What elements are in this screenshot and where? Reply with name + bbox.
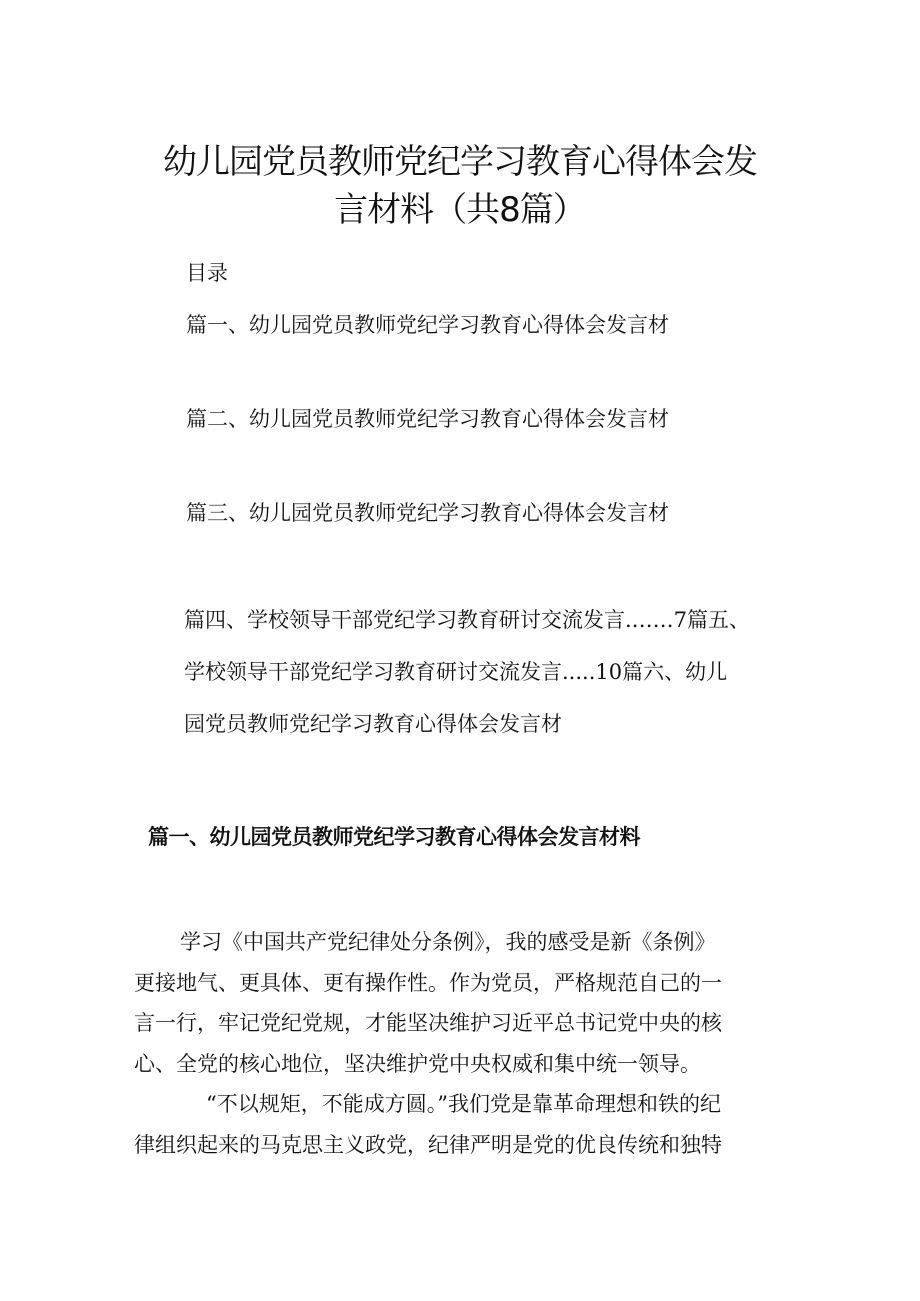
document-title-line-1: 幼儿园党员教师党纪学习教育心得体会发 <box>163 142 757 182</box>
section-heading: 篇一、幼儿园党员教师党纪学习教育心得体会发言材料 <box>148 825 640 849</box>
toc-block-line-3[interactable]: 园党员教师党纪学习教育心得体会发言材 <box>184 712 562 736</box>
paragraph-1-line-3: 言一行，牢记党纪党规，才能坚决维护习近平总书记党中央的核 <box>134 1011 722 1035</box>
toc-item-1[interactable]: 篇一、幼儿园党员教师党纪学习教育心得体会发言材 <box>186 313 669 337</box>
paragraph-1-line-1: 学习《中国共产党纪律处分条例》，我的感受是新《条例》 <box>180 930 716 954</box>
toc-item-3[interactable]: 篇三、幼儿园党员教师党纪学习教育心得体会发言材 <box>186 501 669 525</box>
paragraph-2-line-1: “不以规矩，不能成方圆。”我们党是靠革命理想和铁的纪 <box>206 1092 721 1116</box>
paragraph-1-line-4: 心、全党的核心地位，坚决维护党中央权威和集中统一领导。 <box>134 1051 701 1076</box>
toc-block-line-1[interactable]: 篇四、学校领导干部党纪学习教育研讨交流发言.……7篇五、 <box>184 608 751 632</box>
toc-continued-block <box>184 594 824 750</box>
body-text <box>134 922 794 1165</box>
paragraph-2-line-2: 律组织起来的马克思主义政党，纪律严明是党的优良传统和独特 <box>134 1132 722 1157</box>
toc-item-2[interactable]: 篇二、幼儿园党员教师党纪学习教育心得体会发言材 <box>186 407 669 431</box>
paragraph-1-line-2: 更接地气、更具体、更有操作性。作为党员，严格规范自己的一 <box>134 970 722 995</box>
document-title-line-2: 言材料（共8篇） <box>334 190 586 230</box>
toc-block-line-2[interactable]: 学校领导干部党纪学习教育研讨交流发言.....10篇六、幼儿 <box>184 660 728 684</box>
toc-heading: 目录 <box>186 261 228 285</box>
